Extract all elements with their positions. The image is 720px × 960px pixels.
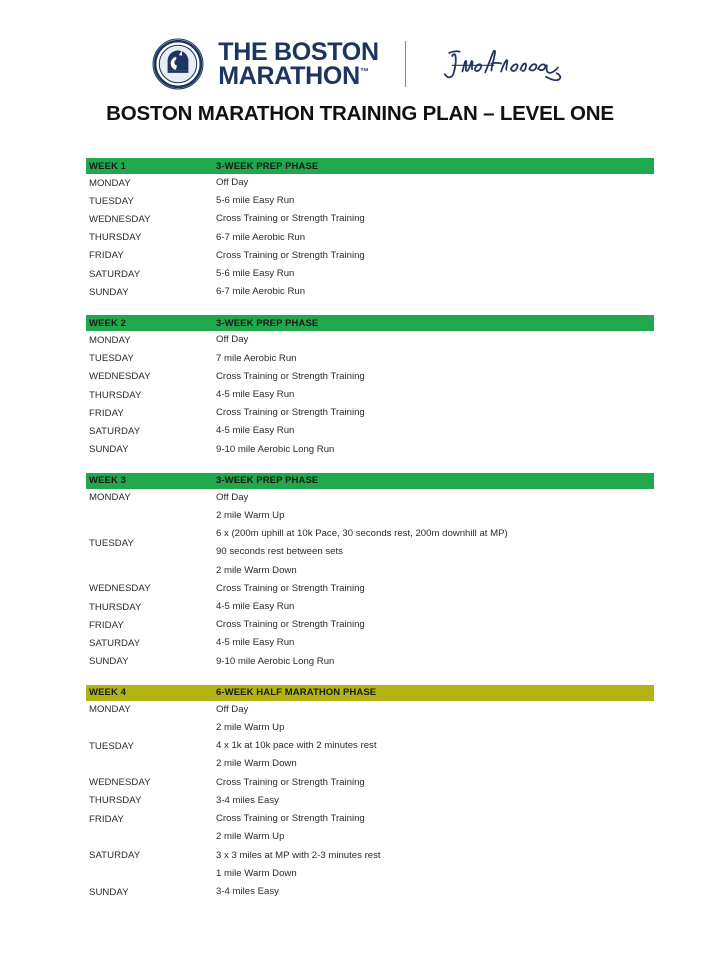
day-name: TUESDAY	[89, 195, 134, 207]
workout-cell	[216, 810, 654, 828]
day-row	[86, 598, 654, 616]
day-row	[86, 368, 654, 386]
logo-band	[0, 0, 720, 96]
workout-cell	[216, 422, 654, 440]
trademark-symbol: ™	[359, 66, 369, 77]
workout-line: 4 x 1k at 10k pace with 2 minutes rest	[216, 740, 377, 752]
workout-line: 3-4 miles Easy	[216, 885, 279, 897]
day-row	[86, 810, 654, 828]
workout-line: Off Day	[216, 334, 249, 346]
workout-line: Off Day	[216, 177, 249, 188]
workout-line: 6-7 mile Aerobic Run	[216, 286, 306, 298]
workout-cell	[216, 774, 654, 792]
workout-cell	[216, 331, 654, 349]
day-row	[86, 174, 654, 192]
week-label: WEEK 3	[89, 475, 127, 487]
day-name: THURSDAY	[89, 601, 142, 613]
workout-cell	[216, 653, 654, 671]
workout-line: 7 mile Aerobic Run	[216, 352, 297, 364]
week-block	[86, 315, 654, 458]
workout-cell	[216, 192, 654, 210]
day-row	[86, 616, 654, 634]
workout-line: 1 mile Warm Down	[216, 867, 297, 879]
day-row	[86, 489, 654, 507]
workout-cell	[216, 368, 654, 386]
day-name: WEDNESDAY	[89, 214, 151, 225]
workout-cell	[216, 441, 654, 459]
day-row	[86, 404, 654, 422]
workout-line: 2 mile Warm Down	[216, 564, 297, 576]
workout-line: 3-4 miles Easy	[216, 794, 279, 806]
day-name: SATURDAY	[89, 268, 141, 280]
workout-cell	[216, 350, 654, 368]
day-row	[86, 580, 654, 598]
workout-line: 2 mile Warm Up	[216, 831, 285, 843]
workout-line: Off Day	[216, 703, 249, 715]
workout-line: Cross Training or Strength Training	[216, 249, 365, 261]
week-header	[86, 315, 654, 331]
workout-line: Cross Training or Strength Training	[216, 582, 365, 594]
training-plan-table	[86, 158, 654, 915]
week-header	[86, 158, 654, 174]
week-block	[86, 158, 654, 301]
day-name: TUESDAY	[89, 353, 134, 365]
day-name: MONDAY	[89, 492, 131, 504]
workout-line: 4-5 mile Easy Run	[216, 637, 295, 649]
day-row	[86, 192, 654, 210]
day-name: TUESDAY	[89, 740, 134, 752]
day-row	[86, 331, 654, 349]
workout-line: 6 x (200m uphill at 10k Pace, 30 seconds rest, 200m downhill at MP)	[216, 528, 508, 540]
boston-marathon-logo-lockup	[152, 38, 567, 90]
workout-cell	[216, 210, 654, 228]
workout-line: 4-5 mile Easy Run	[216, 425, 295, 437]
day-name: MONDAY	[89, 177, 131, 189]
day-row	[86, 386, 654, 404]
day-name: SATURDAY	[89, 850, 141, 862]
phase-label: 6-WEEK HALF MARATHON PHASE	[216, 687, 377, 699]
workout-cell	[216, 792, 654, 810]
day-name: FRIDAY	[89, 619, 124, 631]
day-name: SUNDAY	[89, 656, 129, 668]
john-hancock-signature-icon	[436, 39, 568, 89]
phase-label: 3-WEEK PREP PHASE	[216, 160, 319, 172]
workout-cell	[216, 265, 654, 283]
workout-cell	[216, 701, 654, 719]
workout-line: Cross Training or Strength Training	[216, 213, 365, 225]
wordmark-line-2: MARATHON	[218, 62, 360, 90]
week-label: WEEK 4	[89, 687, 127, 699]
day-name: SATURDAY	[89, 426, 141, 438]
workout-cell	[216, 229, 654, 247]
page-title: BOSTON MARATHON TRAINING PLAN – LEVEL ONE	[106, 102, 614, 125]
day-name: TUESDAY	[89, 537, 134, 549]
workout-line: 5-6 mile Easy Run	[216, 195, 295, 207]
day-name: SATURDAY	[89, 638, 141, 650]
week-block	[86, 685, 654, 901]
day-row	[86, 719, 654, 774]
workout-cell	[216, 828, 654, 883]
workout-line: 2 mile Warm Up	[216, 722, 285, 734]
workout-line: 2 mile Warm Down	[216, 758, 297, 770]
workout-line: 9-10 mile Aerobic Long Run	[216, 443, 335, 455]
day-row	[86, 774, 654, 792]
day-row	[86, 350, 654, 368]
wordmark-line-1: THE BOSTON	[218, 37, 379, 66]
workout-line: Cross Training or Strength Training	[216, 813, 365, 825]
workout-line: Cross Training or Strength Training	[216, 776, 365, 788]
day-row	[86, 828, 654, 883]
workout-line: 3 x 3 miles at MP with 2-3 minutes rest	[216, 849, 381, 861]
day-row	[86, 283, 654, 301]
boston-marathon-unicorn-emblem-icon	[152, 38, 204, 90]
workout-line: 4-5 mile Easy Run	[216, 601, 295, 613]
workout-line: 5-6 mile Easy Run	[216, 268, 295, 280]
day-name: FRIDAY	[89, 813, 124, 825]
day-name: WEDNESDAY	[89, 777, 151, 789]
day-row	[86, 422, 654, 440]
day-name: SUNDAY	[89, 286, 129, 298]
workout-line: 4-5 mile Easy Run	[216, 389, 295, 401]
logo-divider	[405, 41, 406, 87]
day-row	[86, 883, 654, 901]
workout-cell	[216, 580, 654, 598]
workout-cell	[216, 507, 654, 580]
day-name: SUNDAY	[89, 886, 129, 898]
day-row	[86, 265, 654, 283]
day-name: WEDNESDAY	[89, 583, 151, 595]
day-row	[86, 441, 654, 459]
boston-marathon-wordmark	[218, 37, 379, 90]
workout-cell	[216, 174, 654, 192]
week-header	[86, 473, 654, 489]
day-row	[86, 247, 654, 265]
workout-cell	[216, 719, 654, 774]
workout-cell	[216, 247, 654, 265]
week-header	[86, 685, 654, 701]
phase-label: 3-WEEK PREP PHASE	[216, 317, 319, 329]
day-row	[86, 229, 654, 247]
day-row	[86, 792, 654, 810]
day-name: THURSDAY	[89, 795, 142, 807]
workout-line: 90 seconds rest between sets	[216, 546, 343, 558]
day-name: SUNDAY	[89, 444, 129, 456]
day-row	[86, 210, 654, 228]
day-name: FRIDAY	[89, 250, 124, 262]
workout-cell	[216, 634, 654, 652]
week-label: WEEK 2	[89, 317, 127, 329]
day-row	[86, 653, 654, 671]
workout-line: 9-10 mile Aerobic Long Run	[216, 655, 335, 667]
workout-line: Cross Training or Strength Training	[216, 370, 365, 382]
workout-cell	[216, 616, 654, 634]
day-name: THURSDAY	[89, 232, 142, 244]
workout-line: 2 mile Warm Up	[216, 510, 285, 522]
workout-cell	[216, 404, 654, 422]
day-name: FRIDAY	[89, 407, 124, 419]
day-row	[86, 701, 654, 719]
workout-line: 6-7 mile Aerobic Run	[216, 231, 306, 243]
week-block	[86, 473, 654, 671]
workout-cell	[216, 386, 654, 404]
workout-line: Cross Training or Strength Training	[216, 407, 365, 419]
workout-cell	[216, 883, 654, 901]
day-name: MONDAY	[89, 335, 131, 347]
workout-cell	[216, 598, 654, 616]
day-row	[86, 634, 654, 652]
phase-label: 3-WEEK PREP PHASE	[216, 475, 319, 487]
day-name: WEDNESDAY	[89, 371, 151, 383]
workout-cell	[216, 489, 654, 507]
day-name: THURSDAY	[89, 389, 142, 401]
workout-line: Cross Training or Strength Training	[216, 619, 365, 631]
day-name: MONDAY	[89, 704, 131, 716]
workout-cell	[216, 283, 654, 301]
week-label: WEEK 1	[89, 160, 127, 172]
day-row	[86, 507, 654, 580]
workout-line: Off Day	[216, 491, 249, 503]
